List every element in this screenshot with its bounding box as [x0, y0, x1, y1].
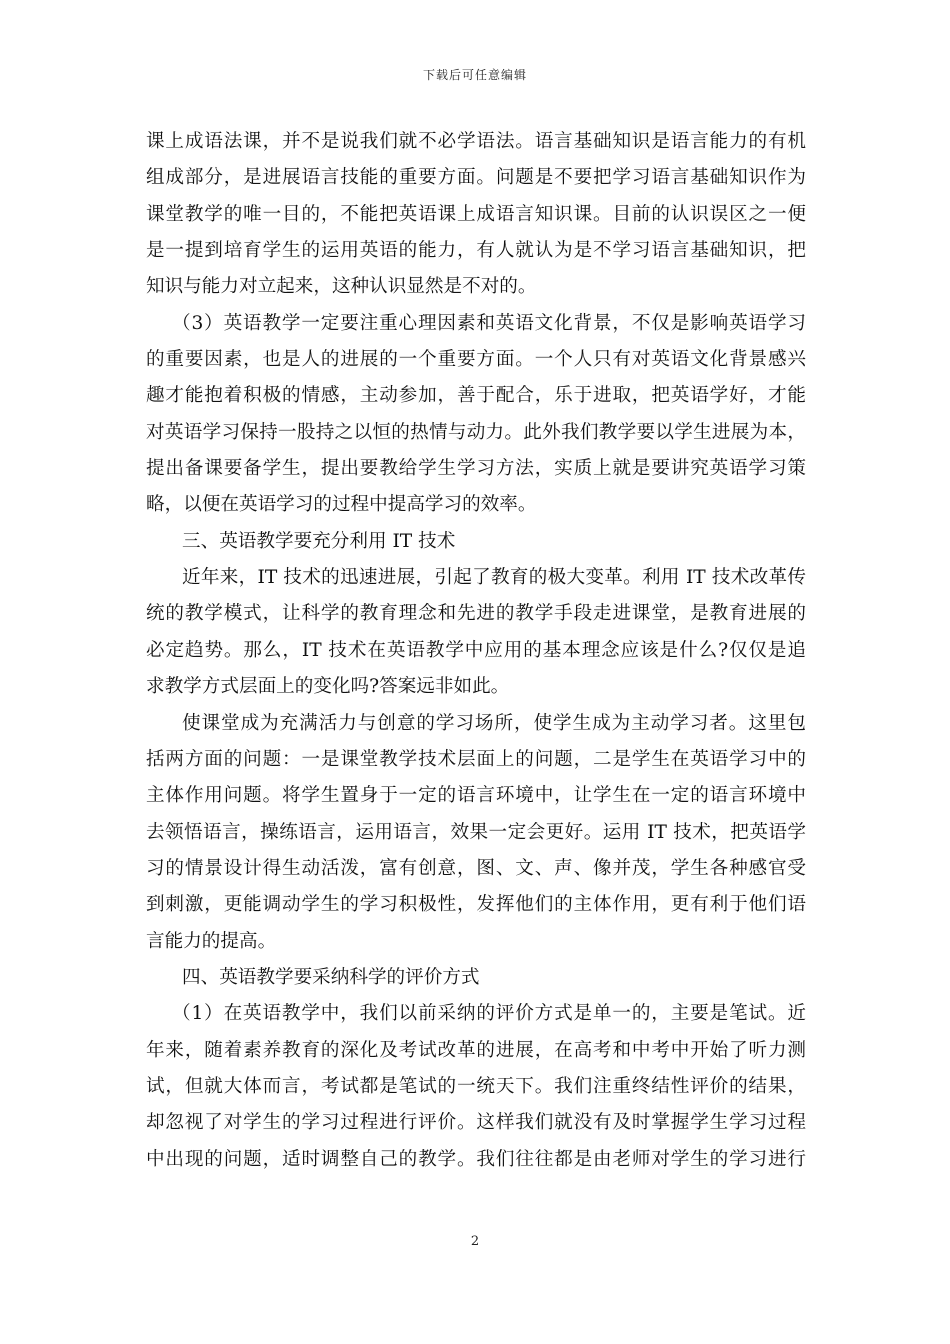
- text-line: 对英语学习保持一股持之以恒的热情与动力。此外我们教学要以学生进展为本，: [146, 421, 806, 443]
- text-line: 却忽视了对学生的学习过程进行评价。这样我们就没有及时掌握学生学习过程: [146, 1112, 806, 1134]
- text-line: 是一提到培育学生的运用英语的能力，有人就认为是不学习语言基础知识，把: [146, 240, 806, 262]
- text-line: 略，以便在英语学习的过程中提高学习的效率。: [146, 494, 537, 516]
- text-line: 组成部分，是进展语言技能的重要方面。问题是不要把学习语言基础知识作为: [146, 167, 806, 189]
- text-line: 习的情景设计得生动活泼，富有创意，图、文、声、像并茂，学生各种感官受: [146, 857, 806, 879]
- text-line: 去领悟语言，操练语言，运用语言，效果一定会更好。运用 IT 技术，把英语学: [146, 821, 806, 843]
- text-line: 年来，随着素养教育的深化及考试改革的进展，在高考和中考中开始了听力测: [146, 1039, 806, 1061]
- text-line: 求教学方式层面上的变化吗?答案远非如此。: [146, 676, 510, 698]
- text-line: 中出现的问题，适时调整自己的教学。我们往往都是由老师对学生的学习进行: [146, 1148, 806, 1170]
- text-line: 到刺激，更能调动学生的学习积极性，发挥他们的主体作用，更有利于他们语: [146, 894, 806, 916]
- text-line: 近年来，IT 技术的迅速进展，引起了教育的极大变革。利用 IT 技术改革传: [182, 567, 806, 589]
- text-line: 趣才能抱着积极的情感，主动参加，善于配合，乐于进取，把英语学好，才能: [146, 385, 806, 407]
- text-line: （1）在英语教学中，我们以前采纳的评价方式是单一的，主要是笔试。近: [172, 1003, 806, 1025]
- text-line: 括两方面的问题：一是课堂教学技术层面上的问题，二是学生在英语学习中的: [146, 748, 806, 770]
- text-line: （3）英语教学一定要注重心理因素和英语文化背景，不仅是影响英语学习: [172, 312, 806, 334]
- text-line: 三、英语教学要充分利用 IT 技术: [182, 530, 456, 552]
- text-line: 主体作用问题。将学生置身于一定的语言环境中，让学生在一定的语言环境中: [146, 785, 806, 807]
- text-line: 知识与能力对立起来，这种认识显然是不对的。: [146, 276, 537, 298]
- page-header: 下载后可任意编辑: [422, 68, 527, 82]
- text-line: 课堂教学的唯一目的，不能把英语课上成语言知识课。目前的认识误区之一便: [146, 203, 806, 225]
- page-number: 2: [470, 1234, 480, 1249]
- text-line: 必定趋势。那么，IT 技术在英语教学中应用的基本理念应该是什么?仅仅是追: [146, 639, 806, 661]
- text-line: 试，但就大体而言，考试都是笔试的一统天下。我们注重终结性评价的结果，: [146, 1075, 806, 1097]
- text-line: 提出备课要备学生，提出要教给学生学习方法，实质上就是要讲究英语学习策: [146, 458, 806, 480]
- text-line: 四、英语教学要采纳科学的评价方式: [182, 966, 480, 988]
- text-line: 课上成语法课，并不是说我们就不必学语法。语言基础知识是语言能力的有机: [146, 131, 806, 152]
- text-line: 的重要因素，也是人的进展的一个重要方面。一个人只有对英语文化背景感兴: [146, 349, 806, 371]
- text-line: 言能力的提高。: [146, 930, 277, 952]
- text-line: 使课堂成为充满活力与创意的学习场所，使学生成为主动学习者。这里包: [182, 712, 806, 734]
- document-body: [146, 124, 806, 1178]
- text-line: 统的教学模式，让科学的教育理念和先进的教学手段走进课堂，是教育进展的: [146, 603, 806, 625]
